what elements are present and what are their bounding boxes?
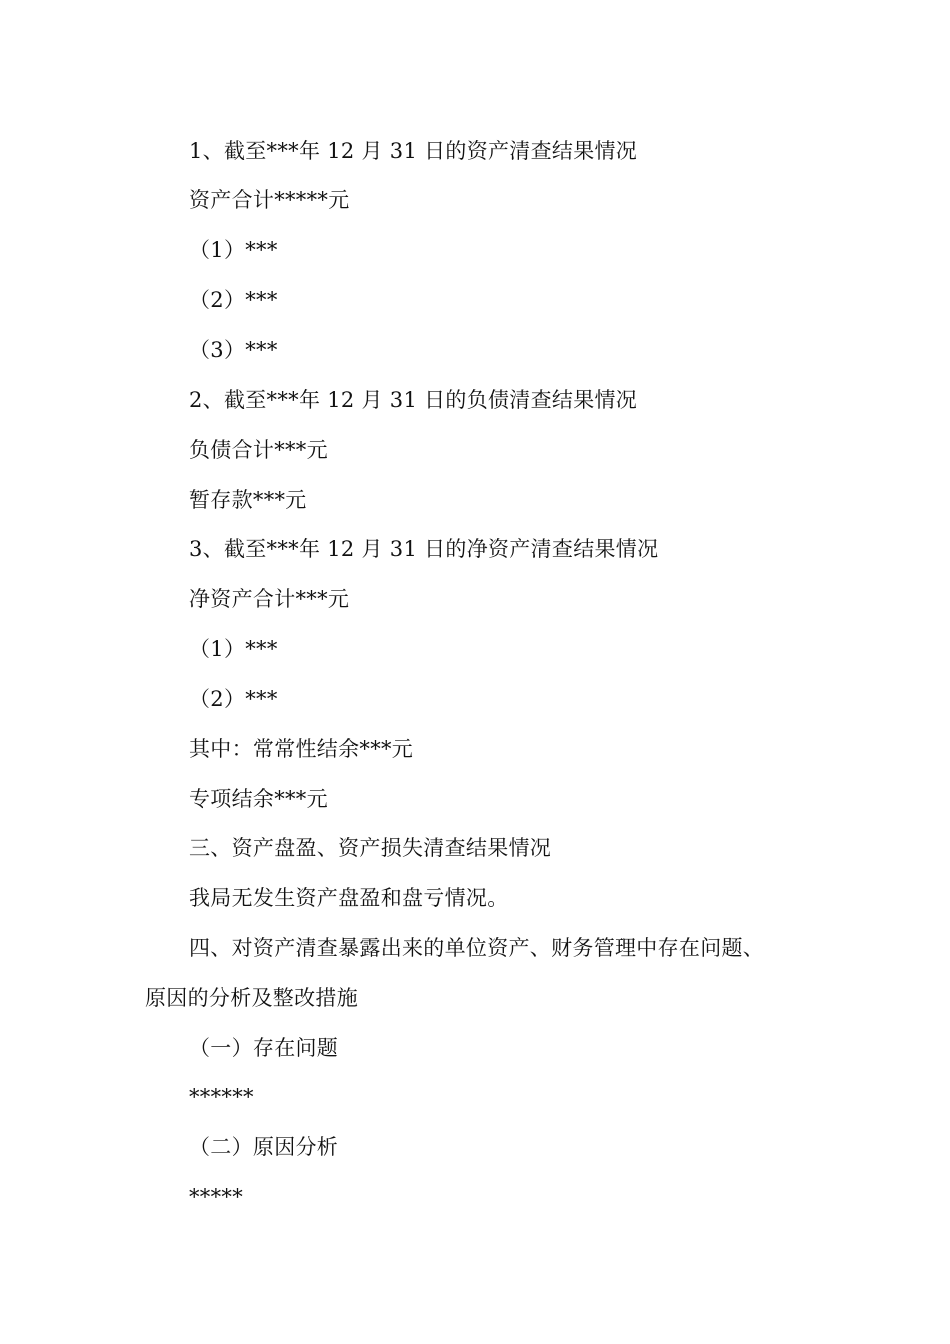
- heading-liability-results: 2、截至***年 12 月 31 日的负债清查结果情况: [189, 388, 638, 412]
- subsection-problems: （一）存在问题: [189, 1036, 339, 1060]
- net-asset-total: 净资产合计***元: [189, 587, 350, 611]
- causes-body: *****: [189, 1185, 243, 1209]
- asset-item-3: （3）***: [189, 338, 278, 362]
- problems-body: ******: [189, 1085, 254, 1109]
- section-four-heading-continued: 原因的分析及整改措施: [145, 986, 358, 1010]
- section-three-body: 我局无发生资产盘盈和盘亏情况。: [189, 886, 509, 910]
- heading-net-asset-results: 3、截至***年 12 月 31 日的净资产清查结果情况: [189, 537, 659, 561]
- special-surplus: 专项结余***元: [189, 787, 328, 811]
- liability-total: 负债合计***元: [189, 438, 328, 462]
- asset-total: 资产合计*****元: [189, 188, 350, 212]
- asset-item-2: （2）***: [189, 288, 278, 312]
- temporary-deposit: 暂存款***元: [189, 488, 307, 512]
- section-three-heading: 三、资产盘盈、资产损失清查结果情况: [189, 836, 552, 860]
- net-asset-item-2: （2）***: [189, 687, 278, 711]
- subsection-causes: （二）原因分析: [189, 1135, 339, 1159]
- heading-asset-results: 1、截至***年 12 月 31 日的资产清查结果情况: [189, 139, 638, 163]
- regular-surplus: 其中：常常性结余***元: [189, 737, 414, 761]
- net-asset-item-1: （1）***: [189, 637, 278, 661]
- asset-item-1: （1）***: [189, 238, 278, 262]
- section-four-heading: 四、对资产清查暴露出来的单位资产、财务管理中存在问题、: [189, 936, 765, 960]
